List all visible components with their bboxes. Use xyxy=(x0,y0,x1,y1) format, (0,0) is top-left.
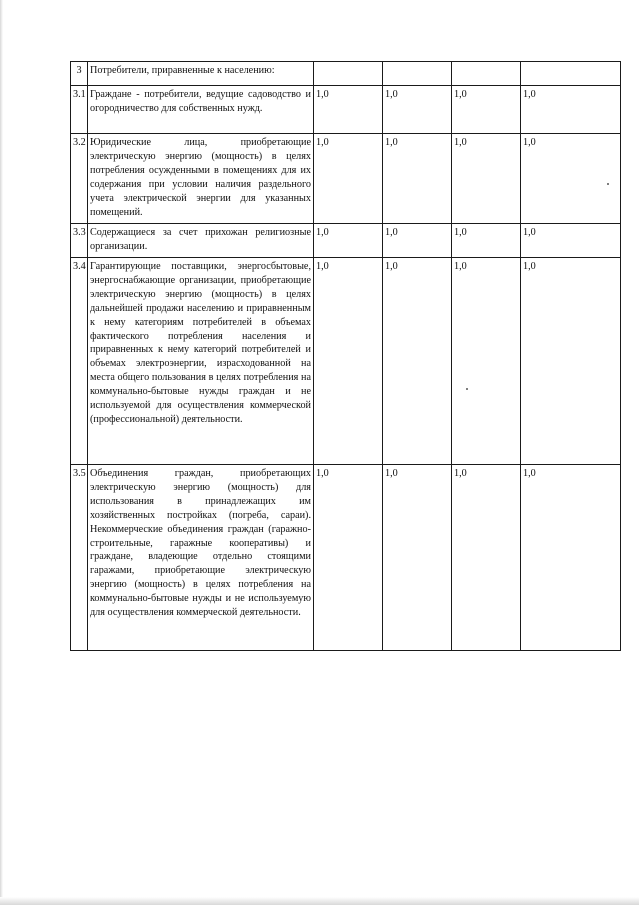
row-value: 1,0 xyxy=(383,258,452,465)
row-description: Потребители, приравненные к населению: xyxy=(88,62,314,86)
row-description: Содержащиеся за счет прихожан религиозные организации. xyxy=(88,224,314,258)
scan-bottom-edge xyxy=(0,897,639,905)
table-row xyxy=(71,62,621,86)
row-value xyxy=(452,62,521,86)
tariff-coefficient-table xyxy=(70,61,621,651)
row-number: 3.3 xyxy=(71,224,88,258)
row-value: 1,0 xyxy=(314,258,383,465)
row-value: 1,0 xyxy=(314,465,383,651)
row-description: Юридические лица, приобретающие электрическую энергию (мощность) в целях потребления осужденными в помещениях для их содержания при условии наличия раздельного учета электрической энергии для указанных помещений. xyxy=(88,134,314,224)
row-value: 1,0 xyxy=(521,465,621,651)
table-row xyxy=(71,465,621,651)
row-value: 1,0 xyxy=(314,224,383,258)
row-number: 3.1 xyxy=(71,86,88,134)
row-number: 3.2 xyxy=(71,134,88,224)
row-value: 1,0 xyxy=(383,224,452,258)
row-value xyxy=(521,62,621,86)
row-value: 1,0 xyxy=(521,134,621,224)
table-row xyxy=(71,224,621,258)
row-value: 1,0 xyxy=(521,86,621,134)
row-value: 1,0 xyxy=(452,465,521,651)
row-value xyxy=(383,62,452,86)
row-value: 1,0 xyxy=(521,258,621,465)
row-value: 1,0 xyxy=(452,224,521,258)
row-value: 1,0 xyxy=(314,134,383,224)
table-row xyxy=(71,86,621,134)
row-value: 1,0 xyxy=(383,134,452,224)
row-value: 1,0 xyxy=(521,224,621,258)
row-description: Объединения граждан, приобретающих электрическую энергию (мощность) для использования в принадлежащих им хозяйственных постройках (погреба, сараи). Некоммерческие объединения граждан (гаражно-строительные, гаражные кооперативы) и граждане, владеющие отдельно стоящими гаражами, приобретающие электрическую энергию (мощность) в целях потребления на коммунально-бытовые нужды и не используемую для осуществления коммерческой деятельности. xyxy=(88,465,314,651)
row-number: 3 xyxy=(71,62,88,86)
table-row xyxy=(71,258,621,465)
row-value: 1,0 xyxy=(452,86,521,134)
row-description: Граждане - потребители, ведущие садоводство и огородничество для собственных нужд. xyxy=(88,86,314,134)
row-description: Гарантирующие поставщики, энергосбытовые, энергоснабжающие организации, приобретающие электрическую энергию (мощность) в целях дальнейшей продажи населению и приравненным к нему категориям потребителей в объемах фактического потребления населения и приравненных к нему категорий потребителей и объемах электроэнергии, израсходованной на места общего пользования в целях потребления на коммунально-бытовые нужды граждан и не используемой для осуществления коммерческой (профессиональной) деятельности. xyxy=(88,258,314,465)
row-value xyxy=(314,62,383,86)
row-value: 1,0 xyxy=(383,465,452,651)
scan-left-edge xyxy=(0,0,3,905)
table-row xyxy=(71,134,621,224)
row-value: 1,0 xyxy=(452,134,521,224)
row-value: 1,0 xyxy=(314,86,383,134)
row-value: 1,0 xyxy=(383,86,452,134)
row-number: 3.4 xyxy=(71,258,88,465)
row-value: 1,0 xyxy=(452,258,521,465)
row-number: 3.5 xyxy=(71,465,88,651)
